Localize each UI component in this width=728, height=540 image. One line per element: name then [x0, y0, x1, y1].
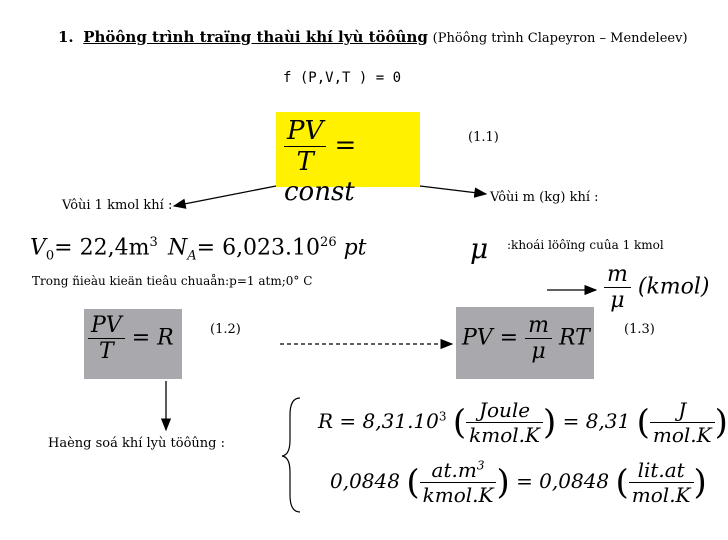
joule-den: kmol.K: [466, 422, 543, 447]
na-exp: 26: [320, 235, 337, 250]
main-eq-numerator: PV: [287, 116, 324, 146]
title-main: Phöông trình traïng thaùi khí lyù töôûng: [83, 28, 428, 46]
v0-exp: 3: [149, 235, 158, 250]
na-symbol: N: [168, 235, 188, 261]
ratio-numerator: m: [607, 262, 628, 287]
v0-sub: 0: [45, 248, 55, 264]
atm-den: kmol.K: [420, 482, 497, 507]
lit-num: lit.at: [637, 458, 685, 482]
general-equation: f (P,V,T ) = 0: [283, 70, 402, 86]
mu-symbol: μ: [470, 232, 489, 265]
standard-conditions: Trong ñieàu kieän tieâu chuaån:p=1 atm;0° C: [32, 274, 313, 288]
v0-symbol: V: [30, 235, 46, 261]
na-value: = 6,023.10: [196, 235, 321, 261]
ratio-unit: (kmol): [637, 274, 710, 300]
j-num: J: [678, 398, 687, 422]
joule-num: Joule: [478, 398, 531, 422]
r-exp: 3: [438, 409, 447, 424]
main-eq-denominator: T: [284, 146, 326, 177]
r-value-2: = 8,31: [562, 409, 631, 433]
title-subtitle: (Phöông trình Clapeyron – Mendeleev): [432, 31, 688, 46]
eq13-rhs: RT: [559, 325, 590, 351]
atm-coef: 0,0848: [330, 469, 400, 493]
right-branch-label: Vôùi m (kg) khí :: [490, 190, 599, 205]
main-eq-rhs: = const: [284, 130, 357, 207]
eq13-denominator: μ: [525, 338, 552, 364]
eq13-numerator: m: [528, 313, 549, 338]
title-number: 1.: [58, 28, 74, 46]
eq12-denominator: T: [88, 338, 125, 364]
eq12-rhs: = R: [131, 325, 174, 351]
eq13-lhs: PV =: [462, 325, 519, 351]
atm-num: at.m: [431, 458, 477, 482]
lit-den: mol.K: [629, 482, 694, 507]
arrow-to-right-branch: [420, 186, 486, 194]
v0-value: = 22,4m: [54, 235, 150, 261]
na-sub: A: [187, 248, 197, 264]
j-den: mol.K: [650, 422, 715, 447]
na-unit: pt: [343, 235, 367, 261]
system-brace: [282, 398, 300, 512]
ratio-denominator: μ: [604, 287, 631, 313]
arrow-to-left-branch: [174, 186, 276, 206]
gas-constant-label: Haèng soá khí lyù töôûng :: [48, 436, 225, 451]
mu-description: :khoái löôïng cuûa 1 kmol: [507, 238, 664, 252]
eq-label-1-1: (1.1): [468, 130, 499, 145]
eq-label-1-3: (1.3): [624, 322, 655, 337]
r-value: R = 8,31.10: [318, 409, 439, 433]
gas-constant-row-1: $R = 8,31.10^3$ ( $\frac{\text{Joule}}{\text{kmol.K}}$ ) = 8,31 ( $\frac{J}{\text{mol.K}}$ ): [318, 398, 728, 447]
gas-constant-row-2: 0,0848 ( $\frac{at.m^3}{\text{kmol.K}}$ ) = 0,0848 ( $\frac{\text{lit.at}}{\text{mol.K}}$ ): [330, 458, 707, 507]
left-branch-label: Vôùi 1 kmol khí :: [62, 198, 173, 213]
eq-label-1-2: (1.2): [210, 322, 241, 337]
atm-exp: 3: [476, 458, 485, 473]
atm-value-2: = 0,0848: [516, 469, 610, 493]
eq12-numerator: PV: [91, 313, 122, 338]
